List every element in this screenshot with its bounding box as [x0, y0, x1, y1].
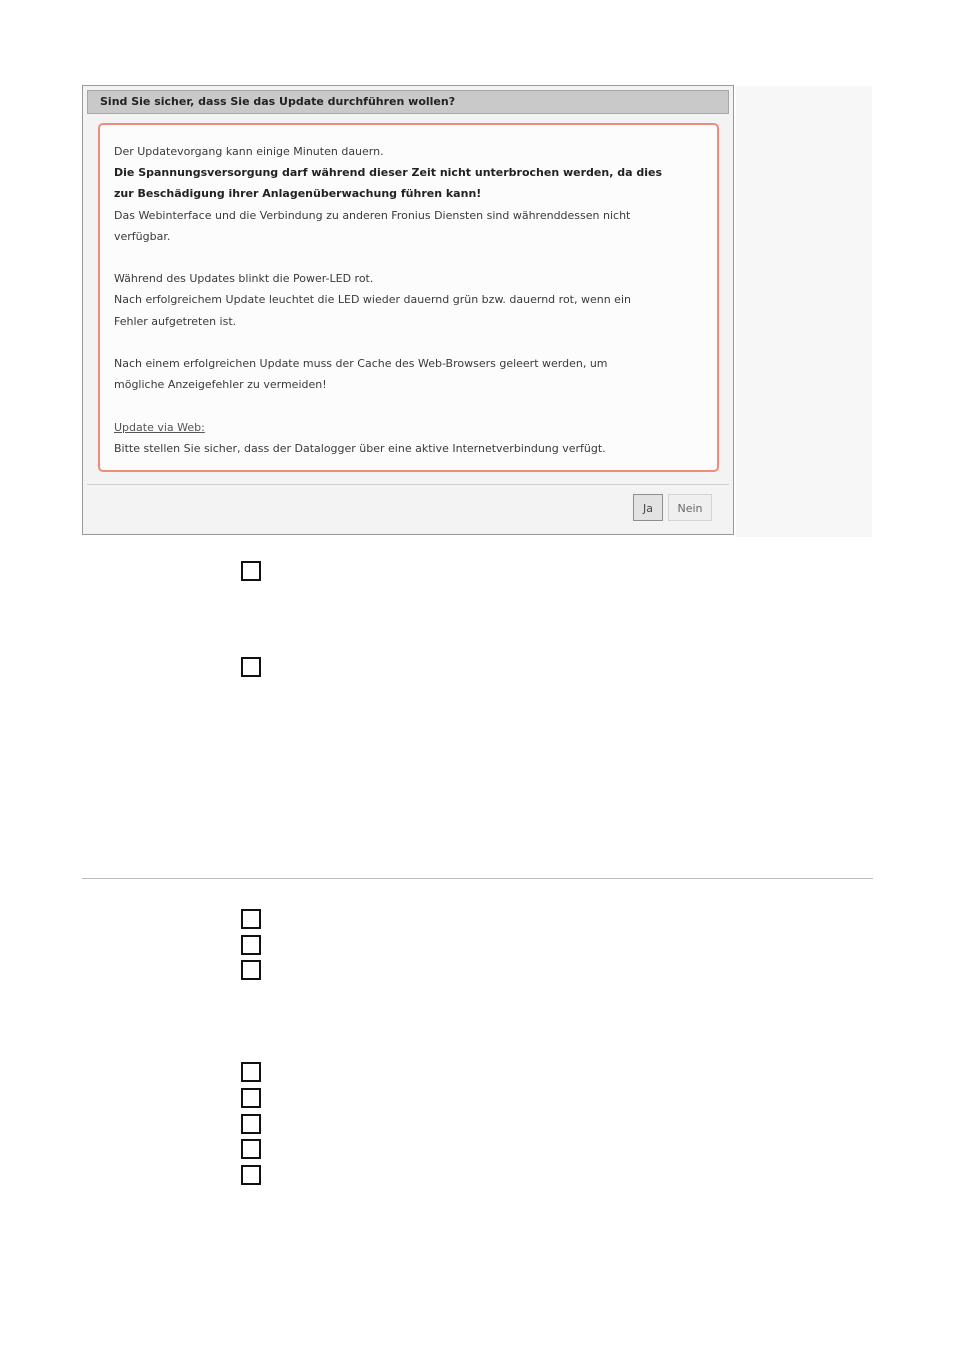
message-led-line-2: Nach erfolgreichem Update leuchtet die LED wieder dauernd grün bzw. dauernd rot, wenn ein [114, 293, 631, 307]
message-duration: Der Updatevorgang kann einige Minuten dauern. [114, 145, 384, 158]
no-button[interactable]: Nein [668, 494, 712, 521]
dialog-footer-divider [87, 484, 729, 485]
checkbox-c1[interactable] [241, 1062, 261, 1082]
section-divider [82, 878, 873, 879]
background-panel [736, 86, 872, 537]
update-confirm-dialog [82, 85, 734, 535]
checkbox-c4[interactable] [241, 1139, 261, 1159]
message-warning-line-1: Die Spannungsversorgung darf während dieser Zeit nicht unterbrochen werden, da dies [114, 166, 662, 180]
dialog-title: Sind Sie sicher, dass Sie das Update durchführen wollen? [87, 90, 729, 114]
message-led-line-1: Während des Updates blinkt die Power-LED rot. [114, 272, 374, 286]
checkbox-a2[interactable] [241, 657, 261, 677]
checkbox-b1[interactable] [241, 909, 261, 929]
checkbox-b2[interactable] [241, 935, 261, 955]
checkbox-b3[interactable] [241, 960, 261, 980]
message-web-requirement: Bitte stellen Sie sicher, dass der Datalogger über eine aktive Internetverbindung verfügt. [114, 441, 606, 455]
checkbox-c5[interactable] [241, 1165, 261, 1185]
message-cache-line-1: Nach einem erfolgreichen Update muss der Cache des Web-Browsers geleert werden, um [114, 357, 608, 370]
message-cache-line-2: mögliche Anzeigefehler zu vermeiden! [114, 378, 327, 392]
update-via-web-link[interactable]: Update via Web: [114, 420, 205, 434]
message-availability-line-1: Das Webinterface und die Verbindung zu anderen Fronius Diensten sind währenddessen nicht [114, 208, 631, 222]
message-warning-line-2: zur Beschädigung ihrer Anlagenüberwachung führen kann! [114, 187, 482, 201]
message-led-line-3: Fehler aufgetreten ist. [114, 314, 237, 328]
checkbox-c2[interactable] [241, 1088, 261, 1108]
checkbox-a1[interactable] [241, 561, 261, 581]
yes-button[interactable]: Ja [633, 494, 663, 521]
message-availability-line-2: verfügbar. [114, 229, 171, 243]
checkbox-c3[interactable] [241, 1114, 261, 1134]
dialog-message-box [98, 123, 719, 472]
